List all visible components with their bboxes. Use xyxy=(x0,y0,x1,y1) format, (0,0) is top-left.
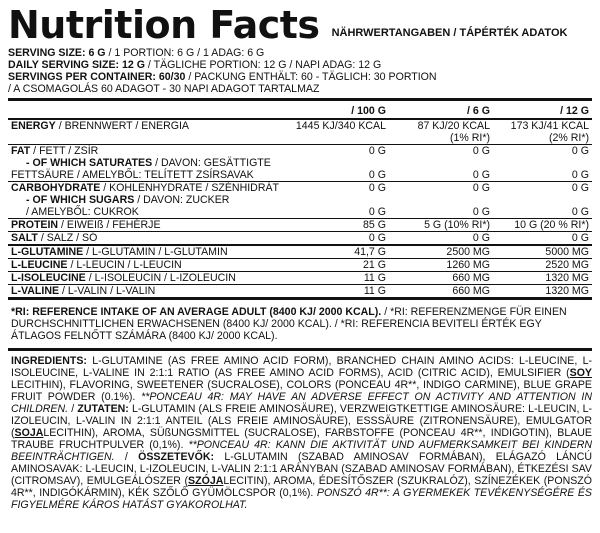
column-header-100g: / 100 G xyxy=(351,105,386,117)
nutrient-name-translation: / FETT / ZSÍR xyxy=(30,145,99,157)
nutrient-name-bold: SALT xyxy=(11,232,38,244)
nutrient-name-bold: - OF WHICH SUGARS xyxy=(26,194,135,206)
page-title: Nutrition Facts xyxy=(8,3,320,47)
table-row xyxy=(8,232,592,246)
servings-container-line-2: / A CSOMAGOLÁS 60 ADAGOT - 30 NAPI ADAGOT TARTALMAZ xyxy=(8,83,320,95)
reference-intake-translations: / *RI: REFERENZMENGE FÜR EINEN DURCHSCHNITTLICHEN ERWACHSENEN (8400 KJ/ 2000 KCAL). / *RI: REFERENCIA BEVITELI ÉRTÉK EGY ÁTLAGOS FELNŐTT SZÁMÁRA (8400 KJ/ 2000 KCAL). xyxy=(11,306,567,342)
value-per-6g: 660 MG xyxy=(389,285,493,298)
nutrient-name-translation: / DAVON: ZUCKER xyxy=(134,194,230,206)
value-per-6g: 0 G xyxy=(389,232,493,246)
daily-serving-label: DAILY SERVING SIZE: 12 G xyxy=(8,59,145,71)
nutrient-name-translation: / L-GLUTAMIN / L-GLUTAMIN xyxy=(83,246,228,258)
servings-container-label: SERVINGS PER CONTAINER: 60/30 xyxy=(8,71,186,83)
nutrient-name xyxy=(8,245,294,259)
nutrient-name xyxy=(8,119,294,132)
table-row xyxy=(8,194,592,206)
serving-info xyxy=(8,47,592,95)
nutrient-name-translation: / SALZ / SÓ xyxy=(37,232,98,244)
thick-divider-bottom xyxy=(8,297,592,300)
ingredients-de-part1: L-GLUTAMIN (ALS FREIE AMINOSÄURE), VERZWEIGTKETTIGE AMINOSÄURE: L-LEUCIN, L-IZOLEUCIN, L-VALIN IN 2:1:1 ANTEIL (ALS FREIE AMINOSÄURE), ESSSÄURE (ZITRONENSÄURE), EMULGATOR ( xyxy=(11,403,592,439)
nutrient-name-translation: / DAVON: GESÄTTIGTE xyxy=(152,157,271,169)
nutrient-name-translation: / L-LEUCIN / L-LEUCIN xyxy=(67,259,182,271)
reference-intake-bold: *RI: REFERENCE INTAKE OF AN AVERAGE ADULT (8400 KJ/ 2000 KCAL). xyxy=(11,306,382,318)
value-per-100g: 11 G xyxy=(294,285,389,298)
nutrient-name-bold: FAT xyxy=(11,145,31,157)
nutrient-name-bold: L-ISOLEUCINE xyxy=(11,272,86,284)
table-row xyxy=(8,245,592,259)
daily-serving-line xyxy=(8,59,592,71)
value-per-6g: 660 MG xyxy=(389,272,493,285)
nutrient-name xyxy=(8,285,294,298)
nutrient-name-bold: L-LEUCINE xyxy=(11,259,68,271)
serving-size-line xyxy=(8,47,592,59)
nutrient-name-bold: - OF WHICH SATURATES xyxy=(26,157,153,169)
nutrient-name-bold: L-GLUTAMINE xyxy=(11,246,84,258)
ingredients-en-part2: LECITHIN), FLAVORING, SWEETENER (SUCRALOSE), COLORS (PONCEAU 4R**, INDIGO CARMINE), BLUE GRAPE FRUIT POWDER (0.1%). xyxy=(11,379,592,403)
value-per-6g: 1260 MG xyxy=(389,259,493,272)
table-row xyxy=(8,169,592,182)
value-per-12g xyxy=(493,157,592,169)
ingredients-hu-part2: LECITIN), AROMA, ÉDESÍTŐSZER (SZUKRALÓZ), SZÍNEZÉKEK (PONSZÓ 4R**, INDIGÓKÁRMIN), KÉK SZŐLŐ GYÜMÖLCSPOR (0,1%). xyxy=(11,475,593,499)
column-header-nutrient xyxy=(8,101,294,119)
value-per-100g: 85 G xyxy=(294,219,389,232)
nutrient-name-translation: / KOHLENHYDRATE / SZÉNHIDRÁT xyxy=(100,182,280,194)
value-per-6g: 2500 MG xyxy=(389,245,493,259)
column-header-6g: / 6 G xyxy=(467,105,490,117)
table-row xyxy=(8,132,592,145)
ingredients-text xyxy=(8,355,592,511)
table-row xyxy=(8,206,592,219)
nutrition-label xyxy=(8,3,592,511)
separator: / xyxy=(68,403,78,415)
value-per-12g: 0 G xyxy=(571,169,589,181)
allergen-soja: SOJA xyxy=(14,427,44,439)
nutrient-name xyxy=(8,232,294,246)
reference-intake-note xyxy=(8,306,592,348)
nutrient-name-translation: / L-VALIN / L-VALIN xyxy=(59,285,156,297)
separator: / xyxy=(114,451,139,463)
value-per-12g: 2520 MG xyxy=(493,259,592,272)
nutrient-name xyxy=(8,132,294,145)
value-per-100g: 41,7 G xyxy=(294,245,389,259)
nutrient-name-translation: / AMELYBŐL: CUKROK xyxy=(26,206,139,218)
nutrient-name xyxy=(8,259,294,272)
nutrition-table xyxy=(8,101,592,297)
column-header-12g: / 12 G xyxy=(560,105,589,117)
value-per-12g: 1320 MG xyxy=(493,272,592,285)
value-per-100g: 0 G xyxy=(368,169,386,181)
value-per-6g: 5 G (10% RI*) xyxy=(389,219,493,232)
value-per-6g: 87 KJ/20 KCAL xyxy=(389,119,493,132)
value-per-100g xyxy=(294,157,389,169)
daily-serving-translation: / TÄGLICHE PORTION: 12 G / NAPI ADAG: 12 G xyxy=(144,59,382,71)
value-per-12g xyxy=(493,194,592,206)
nutrient-name xyxy=(8,194,294,206)
value-per-12g: 1320 MG xyxy=(493,285,592,298)
nutrient-name-translation: / L-ISOLEUCIN / L-IZOLEUCIN xyxy=(85,272,236,284)
ingredients-label-de: ZUTATEN: xyxy=(77,403,129,415)
value-per-6g: 0 G xyxy=(472,206,490,218)
ingredients-hu-part1: L-GLUTAMIN (SZABAD AMINOSAV FORMÁBAN), ELÁGAZÓ LÁNCÚ AMINOSAVAK: L-LEUCIN, L-IZOLEUCIN, L-VALIN 2:1:1 ARÁNYBAN (SZABAD AMINOSAV FORMÁBAN), ÉTKEZÉSI SAV (CITROMSAV), EMULGEÁLÓSZER ( xyxy=(11,451,592,487)
nutrient-name-translation: / BRENNWERT / ENERGIA xyxy=(55,120,189,132)
serving-size-label: SERVING SIZE: 6 G xyxy=(8,47,106,59)
value-per-12g: 0 G xyxy=(493,232,592,246)
value-per-12g: 0 G xyxy=(493,182,592,195)
nutrient-name xyxy=(8,169,294,182)
table-row xyxy=(8,145,592,158)
nutrient-name xyxy=(8,145,294,158)
value-per-100g: 0 G xyxy=(294,182,389,195)
table-row xyxy=(8,219,592,232)
value-per-6g: 0 G xyxy=(472,169,490,181)
servings-container-line xyxy=(8,71,592,83)
allergen-szoja: SZÓJA xyxy=(188,475,224,487)
nutrient-name-translation: / EIWEIß / FEHÉRJE xyxy=(58,219,161,231)
value-per-6g xyxy=(389,194,493,206)
allergen-soy: SOY xyxy=(569,367,592,379)
value-per-100g: 11 G xyxy=(294,272,389,285)
nutrient-name xyxy=(8,157,294,169)
value-per-6g: (1% RI*) xyxy=(449,132,490,144)
value-per-100g: 0 G xyxy=(294,145,389,158)
nutrient-name xyxy=(8,206,294,219)
servings-container-translation: / PACKUNG ENTHÄLT: 60 - TÄGLICH: 30 PORTION xyxy=(185,71,437,83)
table-row xyxy=(8,119,592,132)
nutrient-name xyxy=(8,182,294,195)
nutrient-name xyxy=(8,219,294,232)
value-per-100g xyxy=(294,132,389,145)
nutrient-name xyxy=(8,272,294,285)
ingredients-label-en: INGREDIENTS: xyxy=(11,355,87,367)
warning-en: **PONCEAU 4R: MAY HAVE AN ADVERSE EFFECT ON ACTIVITY AND ATTENTION IN CHILDREN. xyxy=(11,391,592,415)
ingredients-en-part1: L-GLUTAMINE (AS FREE AMINO ACID FORM), BRANCHED CHAIN AMINO ACIDS: L-LEUCINE, L-ISOLEUCINE, L-VALINE IN 2:1:1 RATIO (AS FREE AMINO ACID FORMS), ACID (CITRIC ACID), EMULSIFIER ( xyxy=(11,355,592,379)
value-per-12g: 5000 MG xyxy=(493,245,592,259)
value-per-100g: 1445 KJ/340 KCAL xyxy=(294,119,389,132)
table-row xyxy=(8,272,592,285)
value-per-12g: 0 G xyxy=(493,145,592,158)
nutrient-name-bold: ENERGY xyxy=(11,120,56,132)
serving-size-translation: / 1 PORTION: 6 G / 1 ADAG: 6 G xyxy=(105,47,265,59)
value-per-12g: (2% RI*) xyxy=(548,132,589,144)
value-per-6g xyxy=(389,157,493,169)
value-per-100g xyxy=(294,194,389,206)
value-per-100g: 0 G xyxy=(294,232,389,246)
value-per-12g: 173 KJ/41 KCAL xyxy=(493,119,592,132)
thick-divider-ingredients xyxy=(8,348,592,351)
nutrient-name-bold: CARBOHYDRATE xyxy=(11,182,101,194)
nutrient-name-bold: L-VALINE xyxy=(11,285,60,297)
table-row xyxy=(8,182,592,195)
nutrient-name-translation: FETTSÄURE / AMELYBŐL: TELÍTETT ZSÍRSAVAK xyxy=(11,169,254,181)
nutrient-name-bold: PROTEIN xyxy=(11,219,59,231)
table-row xyxy=(8,157,592,169)
ingredients-label-hu: ÖSSZETEVŐK: xyxy=(138,451,215,463)
value-per-6g: 0 G xyxy=(389,182,493,195)
ingredients-de-part2: LECITHIN), AROMA, SÜßUNGSMITTEL (SUCRALOSE), FARBSTOFFE (PONCEAU 4R**, INDIGOTIN), BLAUE TRAUBE FRUCHTPULVER (0,1%). xyxy=(11,427,592,451)
value-per-12g: 10 G (20 % RI*) xyxy=(493,219,592,232)
warning-de: **PONCEAU 4R: KANN DIE AKTIVITÄT UND AUFMERKSAMKEIT BEI KINDERN BEEINTRÄCHTIGEN. xyxy=(11,439,592,463)
table-row xyxy=(8,285,592,298)
value-per-100g: 21 G xyxy=(294,259,389,272)
value-per-12g: 0 G xyxy=(571,206,589,218)
table-row xyxy=(8,259,592,272)
value-per-100g: 0 G xyxy=(368,206,386,218)
title-translation: NÄHRWERTANGABEN / TÁPÉRTÉK ADATOK xyxy=(331,27,568,39)
title-row xyxy=(8,3,592,45)
value-per-6g: 0 G xyxy=(389,145,493,158)
table-header-row xyxy=(8,101,592,119)
warning-hu: PONSZÓ 4R**: A GYERMEKEK TEVÉKENYSÉGÉRE ÉS FIGYELMÉRE KÁROS HATÁST GYAKOROLHAT. xyxy=(11,487,592,511)
